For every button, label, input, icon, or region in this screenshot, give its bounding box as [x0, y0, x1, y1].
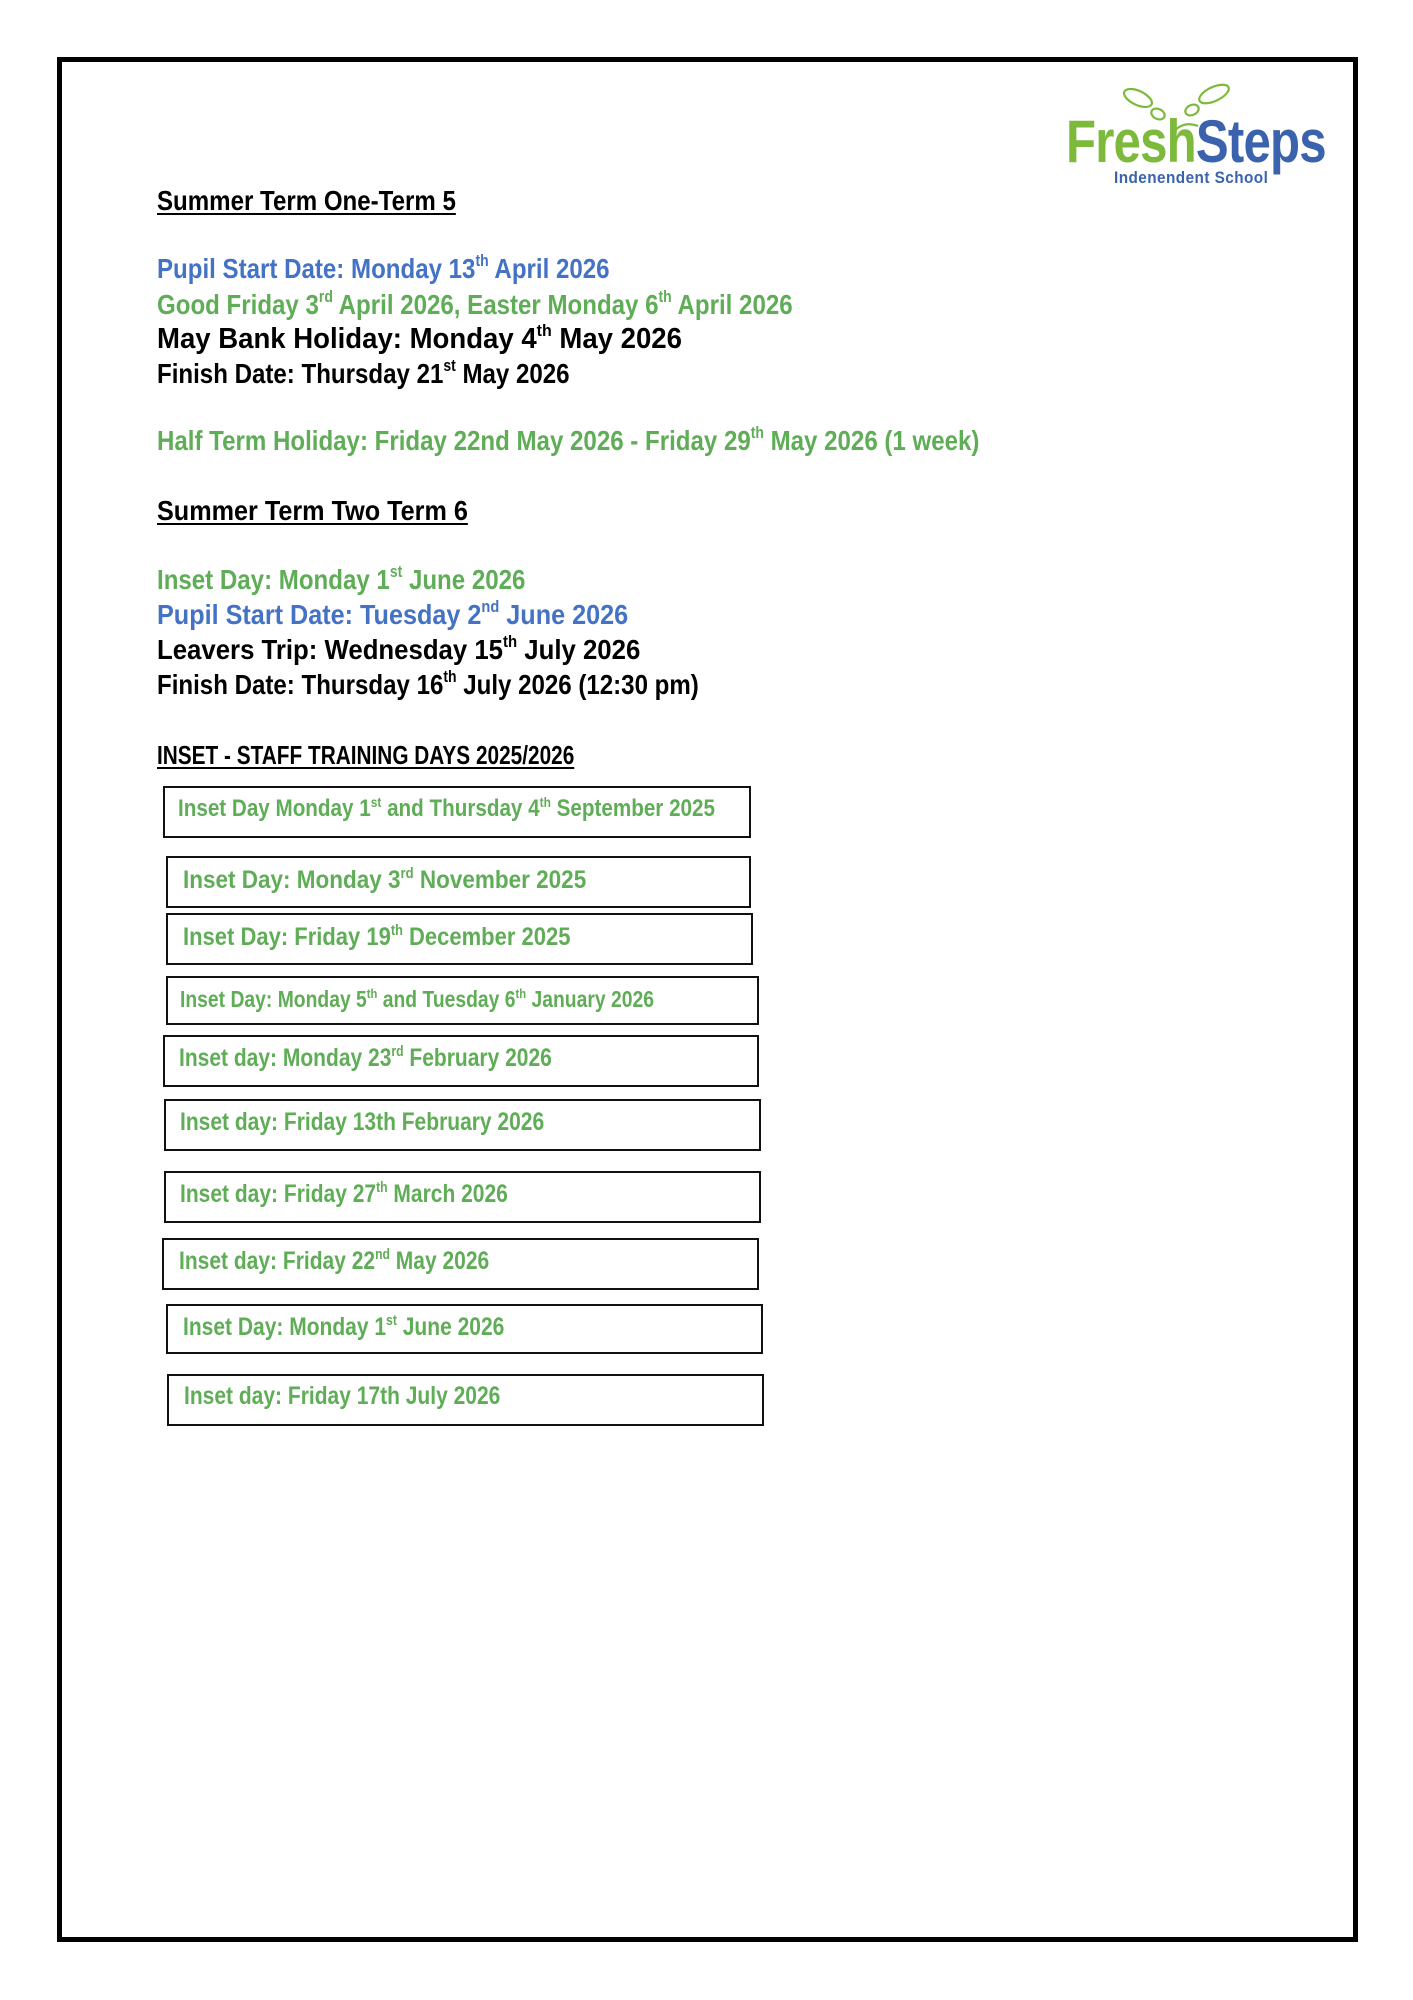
term6-pupil-start	[157, 598, 629, 630]
inset-item-text	[180, 988, 654, 1011]
text: Finish Date: Thursday 21	[157, 358, 444, 389]
superscript: th	[503, 633, 518, 651]
text: Good Friday 3	[157, 289, 319, 320]
inset-item-text	[183, 925, 570, 950]
text: November 2025	[413, 866, 587, 894]
text: Half Term Holiday: Friday 22nd May 2026 - Friday 29	[157, 425, 751, 456]
text: May Bank Holiday: Monday 4	[157, 323, 537, 355]
superscript: rd	[391, 1044, 404, 1060]
logo-steps: Steps	[1195, 108, 1326, 175]
superscript: th	[536, 321, 552, 340]
text: February 2026	[403, 1044, 552, 1072]
inset-item-text	[183, 1315, 504, 1340]
inset-item	[162, 1238, 759, 1290]
text: April 2026, Easter Monday 6	[332, 289, 659, 320]
inset-item-text	[179, 1046, 552, 1071]
text: Leavers Trip: Wednesday 15	[157, 634, 504, 665]
superscript: th	[658, 288, 672, 306]
inset-item-text	[179, 1249, 489, 1274]
text: Inset Day Monday 1	[178, 795, 371, 822]
superscript: th	[750, 424, 764, 442]
inset-item	[164, 1171, 761, 1223]
text: Inset day: Friday 27	[180, 1180, 377, 1208]
term6-leavers-trip	[157, 633, 641, 665]
text: and Thursday 4	[381, 795, 540, 822]
text: Inset Day: Monday 1	[183, 1313, 387, 1341]
superscript: th	[539, 794, 551, 810]
text: Inset day: Friday 17th July 2026	[184, 1382, 501, 1410]
superscript: st	[386, 1313, 397, 1329]
inset-item-text	[178, 794, 715, 822]
text: Inset Day: Friday 19	[183, 923, 391, 951]
text: January 2026	[526, 986, 654, 1012]
superscript: st	[443, 357, 456, 375]
text: May 2026	[551, 323, 682, 355]
text: Inset day: Friday 22	[179, 1247, 376, 1275]
text: Inset Day: Monday 1	[157, 564, 390, 595]
text: June 2026	[396, 1313, 505, 1341]
text: June 2026	[499, 599, 629, 630]
term6-finish	[157, 668, 699, 700]
text: Pupil Start Date: Tuesday 2	[157, 599, 482, 630]
superscript: th	[515, 986, 527, 1001]
term5-pupil-start	[157, 252, 610, 284]
inset-item	[167, 1374, 764, 1426]
inset-item	[166, 976, 759, 1025]
text: December 2025	[402, 923, 571, 951]
inset-item	[163, 1035, 759, 1087]
text: June 2026	[402, 564, 526, 595]
text: April 2026	[488, 253, 610, 284]
superscript: th	[366, 986, 378, 1001]
superscript: th	[390, 923, 403, 939]
inset-item	[166, 913, 753, 965]
text: and Tuesday 6	[377, 986, 516, 1012]
logo-wordmark	[1066, 108, 1326, 175]
inset-item-text	[183, 868, 586, 893]
text: May 2026	[389, 1247, 490, 1275]
inset-heading: INSET - STAFF TRAINING DAYS 2025/2026	[157, 740, 575, 770]
text: Pupil Start Date: Monday 13	[157, 253, 476, 284]
inset-item-text	[180, 1110, 544, 1135]
text: Inset Day: Monday 3	[183, 866, 401, 894]
superscript: rd	[400, 866, 414, 882]
term5-bank-holiday	[157, 321, 682, 355]
half-term-holiday	[157, 424, 980, 456]
superscript: th	[443, 668, 457, 686]
term5-easter	[157, 288, 793, 320]
superscript: rd	[318, 288, 333, 306]
logo-subtitle: Indenendent School	[1114, 168, 1269, 187]
text: May 2026	[455, 358, 570, 389]
inset-item-text	[184, 1384, 500, 1409]
inset-item	[164, 1099, 761, 1151]
logo-fresh: Fresh	[1066, 108, 1196, 175]
text: July 2026 (12:30 pm)	[456, 669, 699, 700]
inset-item-text	[180, 1182, 508, 1207]
superscript: nd	[375, 1247, 390, 1263]
text: May 2026 (1 week)	[763, 425, 980, 456]
text: September 2025	[550, 795, 715, 822]
text: Inset day: Friday 13th February 2026	[180, 1108, 545, 1136]
text: Inset Day: Monday 5	[180, 986, 367, 1012]
term5-finish	[157, 357, 570, 389]
term5-heading: Summer Term One-Term 5	[157, 185, 456, 216]
inset-item	[166, 856, 751, 908]
text: March 2026	[387, 1180, 508, 1208]
superscript: st	[370, 794, 382, 810]
superscript: th	[376, 1180, 388, 1196]
superscript: st	[389, 563, 403, 581]
inset-item	[166, 1304, 763, 1354]
text: July 2026	[517, 634, 641, 665]
text: Inset day: Monday 23	[179, 1044, 392, 1072]
fresh-steps-logo	[1062, 82, 1342, 192]
text: Finish Date: Thursday 16	[157, 669, 444, 700]
text: April 2026	[671, 289, 793, 320]
inset-item	[163, 786, 751, 838]
term6-inset	[157, 563, 526, 595]
superscript: nd	[481, 598, 500, 616]
superscript: th	[475, 252, 489, 270]
term6-heading: Summer Term Two Term 6	[157, 495, 468, 526]
